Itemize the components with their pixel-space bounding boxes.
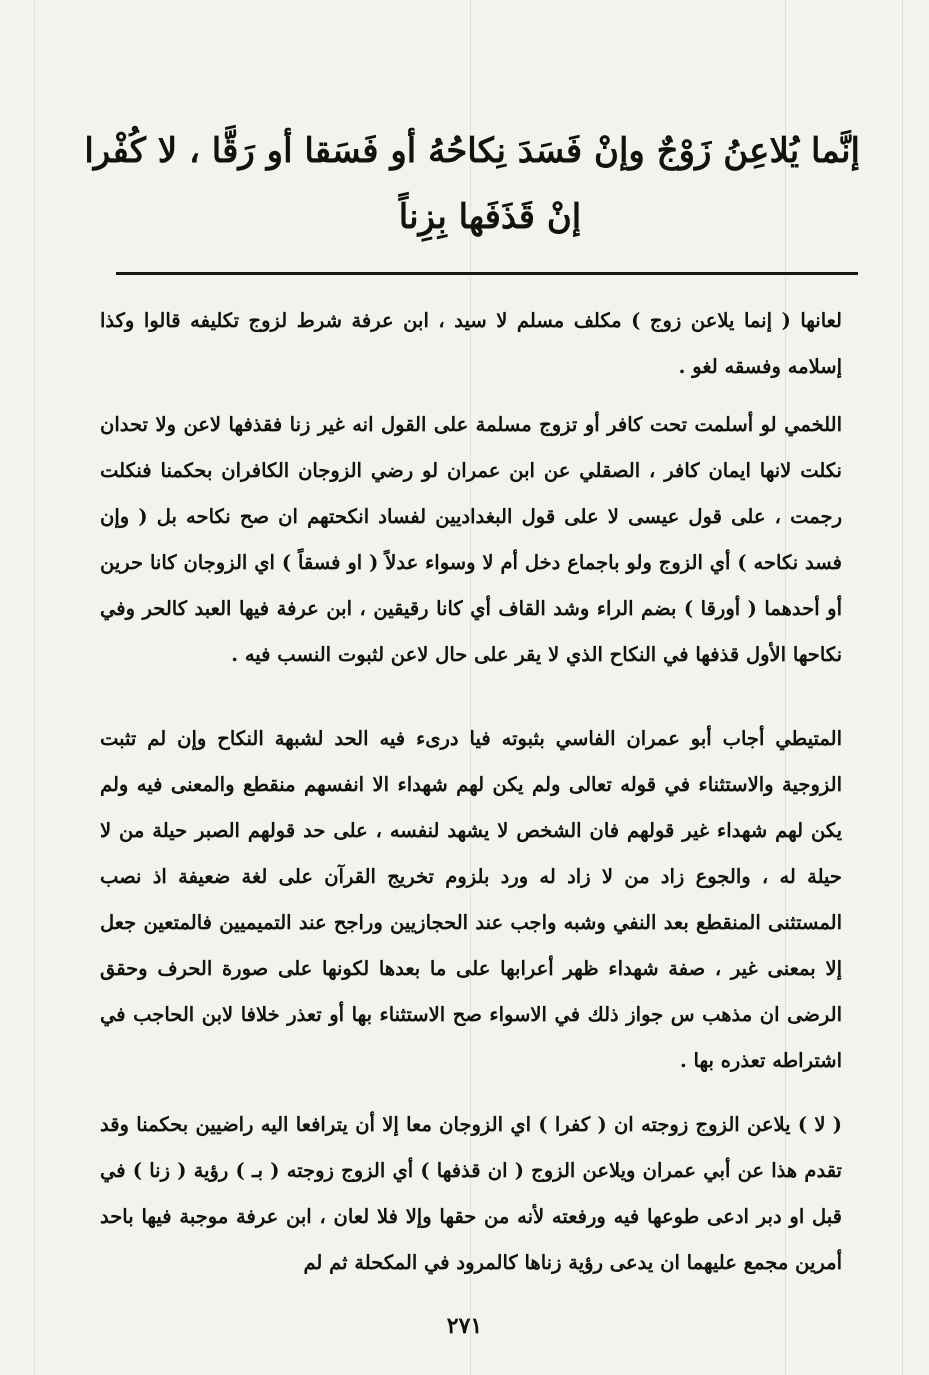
paragraph-4: ( لا ) يلاعن الزوج زوجته ان ( كفرا ) اي الزوجان معا إلا أن يترافعا اليه راضيين بحكمنا وقد تقدم هذا عن أبي عمران ويلاعن الزوج ( ان قذفها ) أي الزوج زوجته ( بـ ) رؤية ( زنا ) في قبل او دبر ادعى طوعها فيه ورفعته لأنه من حقها وإلا فلا لعان ، ابن عرفة موجبة فيها باحد أمرين مجمع عليهما ان يدعى رؤية زناها كالمرود في المكحلة ثم لم bbox=[100, 1113, 842, 1274]
scan-line bbox=[902, 0, 903, 1375]
paragraph-1: لعانها ( إنما يلاعن زوج ) مكلف مسلم لا سيد ، ابن عرفة شرط لزوج تكليفه قالوا وكذا إسلامه وفسقه لغو . bbox=[100, 309, 842, 378]
matn-line-2: إنْ قَذَفَها بِزِناً bbox=[398, 197, 582, 237]
paragraph-3: المتيطي أجاب أبو عمران الفاسي بثبوته فيا درىء فيه الحد لشبهة النكاح وإن لم تثبت الزوجية والاستثناء في قوله تعالى ولم يكن لهم شهداء الا انفسهم منقطع والمعنى فيه ولم يكن لهم شهداء غير قولهم فان الشخص لا يشهد لنفسه ، على حد قولهم الصبر حيلة من لا حيلة له ، والجوع زاد من لا زاد له ورد بلزوم تخريج القرآن على لغة ضعيفة اذ نصب المستثنى المنقطع بعد النفي وشبه واجب عند الحجازيين وراجح عند التميميين فالمتعين جعل إلا بمعنى غير ، صفة شهداء ظهر أعرابها على ما بعدها لكونها على صورة الحرف وحقق الرضى ان مذهب س جواز ذلك في الاسواء صح الاستثناء بها أو تعذر خلافا لابن الحاجب في اشتراطه تعذره بها . bbox=[100, 727, 842, 1072]
paragraph-2: اللخمي لو أسلمت تحت كافر أو تزوج مسلمة على القول انه غير زنا فقذفها لاعن ولا تحدان نكلت لانها ايمان كافر ، الصقلي عن ابن عمران لو رضي الزوجان الكافران بحكمنا فنكلت رجمت ، على قول عيسى لا على قول البغداديين لفساد انكحتهم ان صح نكاحه بل ( وإن فسد نكاحه ) أي الزوج ولو باجماع دخل أم لا وسواء عدلاً ( او فسقاً ) اي الزوجان كانا حرين أو أحدهما ( أورقا ) بضم الراء وشد القاف أي كانا رقيقين ، ابن عرفة فيها العبد كالحر وفي نكاحها الأول قذفها في النكاح الذي لا يقر على حال لاعن لثبوت النسب فيه . bbox=[100, 413, 842, 666]
matn-line-1: إنَّما يُلاعِنُ زَوْجٌ وإنْ فَسَدَ نِكاحُهُ أو فَسَقا أو رَقَّا ، لا كُفْرا bbox=[84, 131, 860, 171]
scan-line bbox=[34, 0, 35, 1375]
divider-rule bbox=[116, 272, 858, 275]
page-number: ٢٧١ bbox=[446, 1313, 483, 1339]
